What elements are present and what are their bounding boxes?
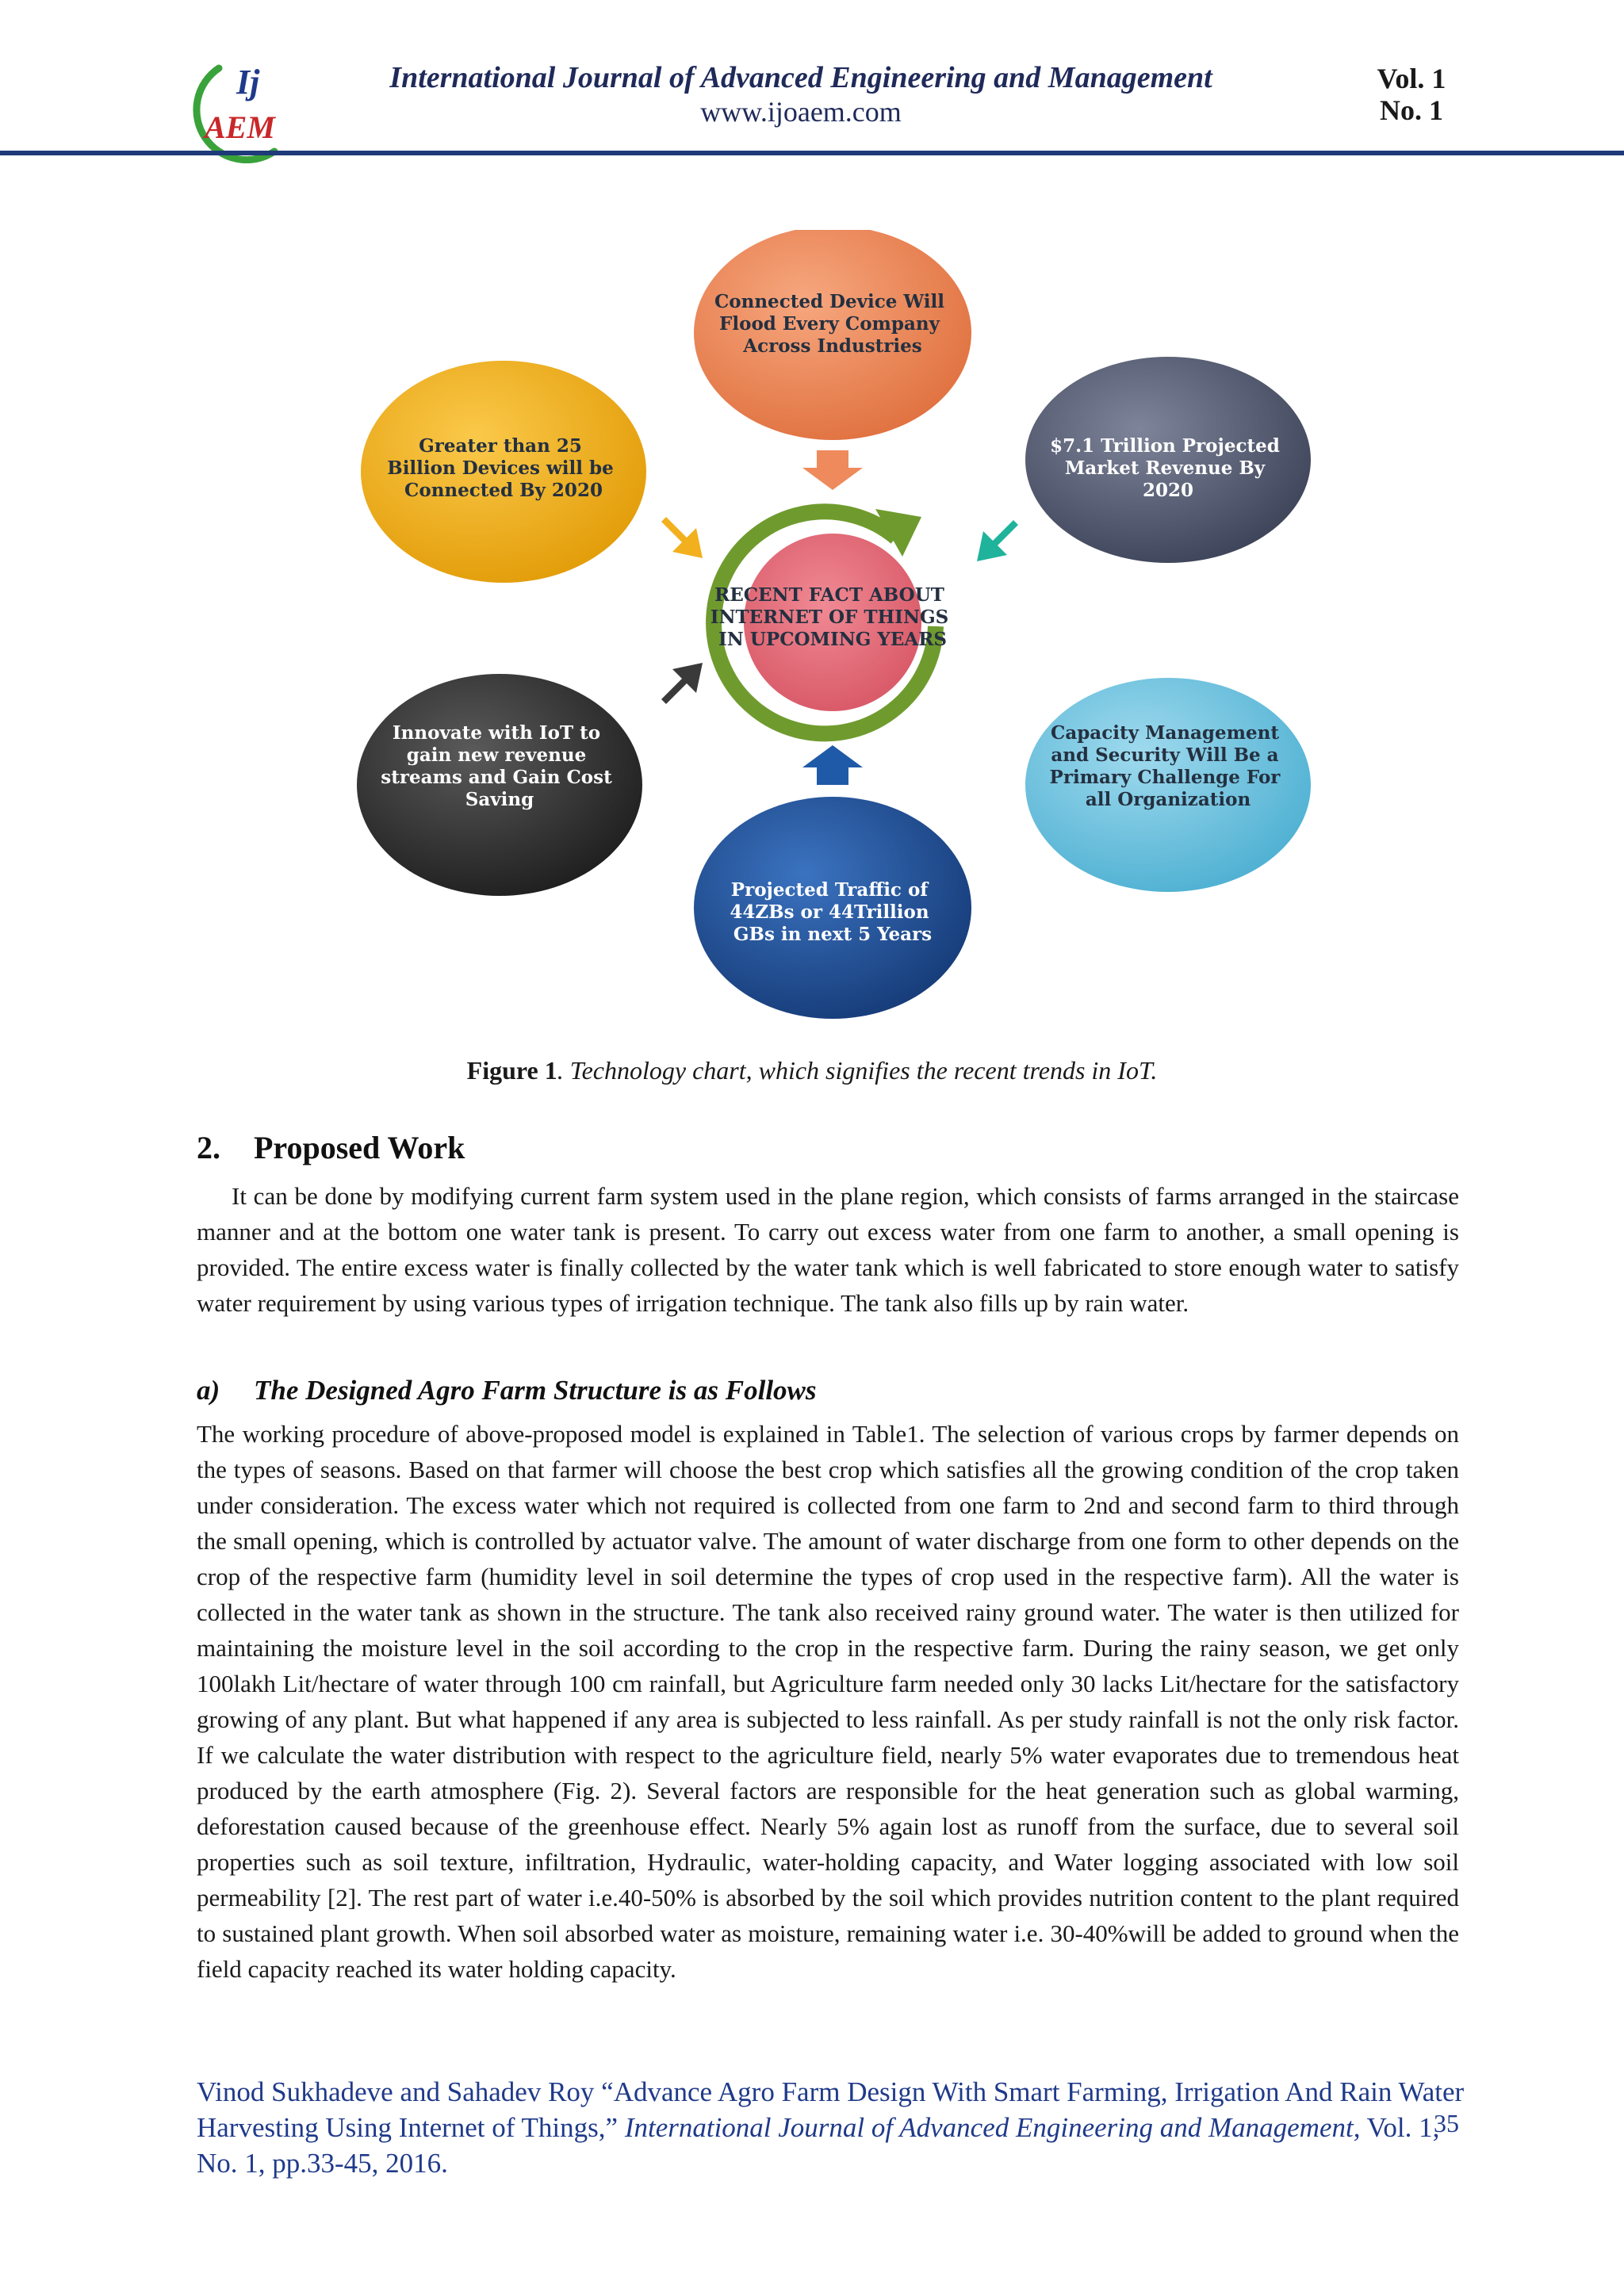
header-divider: [0, 151, 1624, 155]
arrow-from-bottom-left: [661, 663, 703, 704]
arrow-from-top: [802, 450, 863, 490]
bubble-bottom-line-1: Projected Traffic of: [730, 879, 929, 901]
bubble-top-line-3: Across Industries: [743, 335, 922, 357]
citation-authors: Vinod Sukhadeve and Sahadev Roy “Advance Agro Farm Design With Smart Farming, Irrigation And Rain Water Harvesting Using Internet of Things,”: [197, 2076, 1465, 2143]
center-line-1: RECENT FACT ABOUT: [714, 584, 944, 606]
bubble-innovate-with-iot: [357, 674, 642, 896]
bubble-top-left-line-2: Billion Devices will be: [387, 457, 614, 479]
subsection-heading: [197, 1375, 817, 1406]
svg-text:RECENT FACT ABOUT INTE: [710, 584, 956, 650]
bubble-billion-devices: [361, 361, 646, 583]
bubble-bottom-line-2: 44ZBs or 44Trillion: [730, 901, 929, 923]
iot-trends-diagram: [349, 230, 1332, 1039]
bubble-connected-devices: [694, 230, 971, 440]
figure-caption: [0, 1056, 1624, 1085]
arrow-from-top-right: [977, 520, 1018, 561]
figure-caption-label: Figure 1: [466, 1056, 557, 1085]
bubble-projected-traffic: [694, 797, 971, 1019]
bubble-top-right-line-1: $7.1 Trillion Projected: [1050, 435, 1280, 457]
bubble-bottom-right-line-1: Capacity Management: [1051, 722, 1279, 744]
bubble-top-left-line-3: Connected By 2020: [404, 480, 603, 501]
volume-label: Vol. 1: [1377, 63, 1446, 94]
iot-trends-figure: [349, 230, 1332, 1039]
bubble-top-line-1: Connected Device Will: [714, 291, 945, 312]
page-number: 35: [1434, 2109, 1459, 2137]
issue-number-label: No. 1: [1380, 94, 1443, 126]
bubble-market-revenue: [1025, 357, 1311, 563]
figure-caption-text: . Technology chart, which signifies the recent trends in IoT.: [557, 1056, 1158, 1085]
bubble-top-right-line-2: Market Revenue By: [1064, 457, 1266, 479]
bubble-top-right-line-3: 2020: [1142, 480, 1194, 501]
page-header: [0, 0, 1624, 159]
center-line-3: IN UPCOMING YEARS: [718, 629, 947, 650]
subsection-title: The Designed Agro Farm Structure is as Follows: [254, 1375, 817, 1406]
journal-logo: [187, 52, 306, 163]
section-number: 2.: [197, 1130, 220, 1165]
bubble-bottom-right-line-4: all Organization: [1085, 789, 1251, 810]
bubble-bottom-line-3: GBs in next 5 Years: [733, 924, 933, 945]
center-line-2: INTERNET OF THINGS: [710, 607, 949, 628]
svg-text:Greater than 25 Billio: [387, 435, 619, 501]
logo-text-bottom: AEM: [205, 109, 275, 145]
bubble-capacity-management: [1025, 678, 1311, 892]
logo-text-top: Ij: [236, 63, 260, 101]
citation-journal: International Journal of Advanced Engineering and Management,: [624, 2112, 1361, 2143]
bubble-bottom-left-line-2: gain new revenue: [406, 744, 587, 766]
bubble-top-line-2: Flood Every Company: [719, 313, 940, 335]
arrow-from-top-left: [661, 517, 703, 558]
subsection-paragraph: The working procedure of above-proposed model is explained in Table1. The selection of various crops by farmer depends on the types of seasons. Based on that farmer will choose the best crop which satisfies all the growing condition of the crop taken under consideration. The excess water which not required is collected from one farm to 2nd and second farm to third through the small opening, which is controlled by actuator valve. The amount of water discharge from one form to other depends on the crop of the respective farm (humidity level in soil determine the types of crop used in the respective farm). All the water is collected in the water tank as shown in the structure. The tank also received rainy ground water. The water is then utilized for maintaining the moisture level in the soil according to the crop in the respective farm. During the rainy season, we get only 100lakh Lit/hectare of water through 100 cm rainfall, but Agriculture farm needed only 30 lacks Lit/hectare for the satisfactory growing of any plant. But what happened if any area is subjected to less rainfall. As per study rainfall is not the only risk factor. If we calculate the water distribution with respect to the agriculture field, nearly 5% water evaporates due to tremendous heat produced by the earth atmosphere (Fig. 2). Several factors are responsible for the heat generation such as global warming, deforestation caused because of the greenhouse effect. Nearly 5% again lost as runoff from the surface, due to several soil properties such as soil texture, infiltration, Hydraulic, water-holding capacity, and Water logging associated with low soil permeability [2]. The rest part of water i.e.40-50% is absorbed by the soil which provides nutrition content to the plant required to sustained plant growth. When soil absorbed water as moisture, remaining water i.e. 30-40%will be added to ground when the field capacity reached its water holding capacity.: [197, 1420, 1459, 1983]
bubble-bottom-left-line-1: Innovate with IoT to: [392, 722, 601, 744]
section-heading: [197, 1129, 465, 1166]
bubble-top-left-line-1: Greater than 25: [419, 435, 582, 457]
bubble-bottom-right-line-3: Primary Challenge For: [1049, 767, 1281, 788]
svg-text:Projected Traffic of 4: [730, 879, 935, 945]
arrow-from-bottom: [802, 745, 863, 785]
subsection-number: a): [197, 1375, 220, 1406]
bubble-bottom-left-line-3: streams and Gain Cost: [381, 767, 612, 788]
section-title: Proposed Work: [254, 1130, 465, 1165]
svg-text:Connected Device Will: [714, 291, 951, 357]
bubble-bottom-left-line-4: Saving: [465, 789, 534, 810]
bubble-bottom-right-line-2: and Security Will Be a: [1051, 744, 1279, 766]
center-fact-circle: [710, 509, 956, 733]
footer-citation: [197, 2074, 1465, 2181]
journal-url[interactable]: www.ijoaem.com: [700, 96, 902, 128]
citation-details: Vol. 1, No. 1, pp.33-45, 2016.: [197, 2112, 1440, 2179]
section-paragraph: It can be done by modifying current farm system used in the plane region, which consists of farms arranged in the staircase manner and at the bottom one water tank is present. To carry out excess water from one farm to another, a small opening is provided. The entire excess water is finally collected by the water tank which is well fabricated to store enough water to satisfy water requirement by using various types of irrigation technique. The tank also fills up by rain water.: [197, 1182, 1459, 1317]
journal-title: International Journal of Advanced Engineering and Management: [389, 61, 1212, 94]
